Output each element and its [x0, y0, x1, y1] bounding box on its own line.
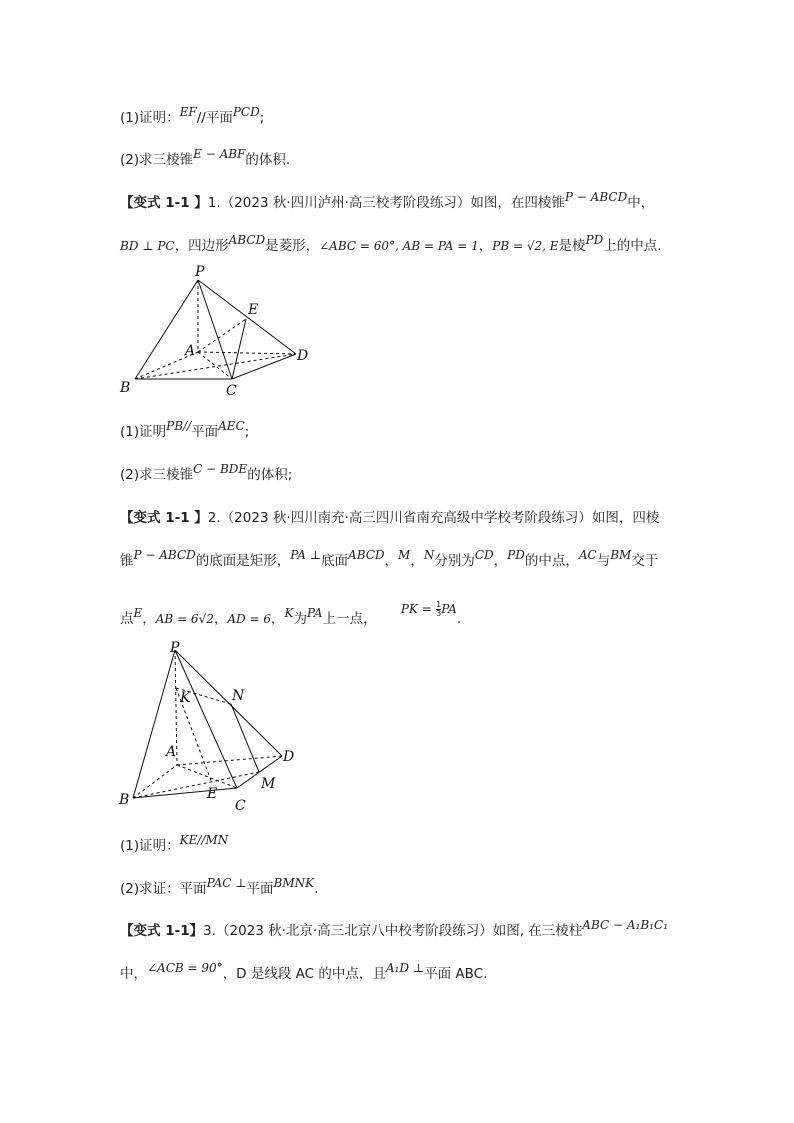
text: （2023 秋·四川泸州·高三校考阶段练习）如图，在四棱锥 — [220, 195, 565, 211]
math: E — [133, 606, 143, 620]
vertex-label-D: D — [297, 348, 309, 364]
vertex-label-A: A — [185, 343, 196, 359]
math: AC — [578, 548, 597, 562]
text: 底面 — [321, 553, 349, 569]
math: KE//MN — [179, 833, 229, 847]
text: 3. — [203, 923, 216, 939]
math: N — [423, 548, 435, 562]
text: 的体积. — [245, 152, 291, 168]
math: BD ⊥ PC — [120, 239, 175, 253]
math: AEC — [218, 419, 245, 433]
formula — [401, 601, 457, 617]
math: PA — [441, 602, 457, 616]
text: 平面 ABC. — [424, 966, 488, 982]
text: 中， — [627, 195, 655, 211]
math: PD — [507, 548, 525, 562]
question-line — [120, 419, 250, 442]
text: （2023 秋·北京·高三北京八中校考阶段练习）如图, 在三棱柱 — [215, 923, 583, 939]
math: ABC − A₁B₁C₁ — [582, 918, 668, 932]
text: ; — [259, 110, 265, 126]
vertex-label-E: E — [207, 786, 218, 802]
text: （2023 秋·四川南充·高三四川省南充高级中学校考阶段练习）如图，四棱 — [220, 510, 660, 526]
variant-condition — [120, 961, 488, 984]
text: (2)求证：平面 — [120, 881, 207, 897]
math: ABCD — [228, 233, 266, 247]
math: AD = 6 — [227, 612, 271, 626]
math: PA — [306, 606, 323, 620]
variant-heading — [120, 190, 655, 213]
text: 2. — [207, 510, 221, 526]
text: 平面 — [191, 424, 219, 440]
math: AB = 6√2 — [155, 612, 214, 626]
math: PCD — [232, 105, 260, 119]
vertex-label-P: P — [170, 640, 180, 656]
question-line — [120, 833, 229, 856]
vertex-label-C: C — [226, 383, 237, 399]
vertex-label-B: B — [119, 792, 130, 808]
text: ，四边形 — [174, 238, 229, 254]
text: 平面 — [246, 881, 274, 897]
text: 的中点， — [524, 553, 579, 569]
text: ， — [478, 238, 493, 254]
question-line — [120, 876, 319, 899]
math: PAC ⊥ — [206, 876, 247, 890]
text: (2)求三棱锥 — [120, 467, 194, 483]
text: 点 — [120, 611, 134, 627]
text: 的体积; — [247, 467, 293, 483]
text: . — [456, 611, 462, 627]
math: ABCD — [348, 548, 385, 562]
text: 与 — [596, 553, 611, 569]
variant-tag: 【变式 1-1】 — [120, 923, 204, 939]
question-line — [120, 105, 265, 128]
question-line — [120, 462, 293, 485]
text: ， — [384, 553, 399, 569]
math: PK = — [400, 602, 432, 616]
math: M — [398, 548, 411, 562]
vertex-label-P: P — [195, 264, 205, 280]
text: ，D 是线段 AC 的中点，且 — [222, 966, 386, 982]
text: ， — [270, 611, 285, 627]
variant-heading — [120, 918, 668, 941]
text: ， — [142, 611, 156, 627]
text: 分别为 — [434, 553, 475, 569]
text: 锥 — [120, 553, 134, 569]
text: //平面 — [196, 110, 233, 126]
text: . — [314, 881, 319, 897]
text: 是棱 — [558, 238, 586, 254]
vertex-label-A: A — [166, 744, 177, 760]
math: EF — [179, 105, 197, 119]
math: E − ABF — [193, 147, 246, 161]
variant-tag: 【变式 1-1 】 — [120, 510, 208, 526]
vertex-label-M: M — [261, 776, 276, 792]
text: 上一点， — [322, 611, 377, 627]
vertex-label-C: C — [235, 798, 246, 813]
text: 交于 — [631, 553, 659, 569]
pyramid-figure-2 — [110, 638, 310, 813]
math: ∠ABC = 60°, AB = PA = 1 — [319, 239, 479, 253]
math: BMNK — [273, 876, 315, 890]
text: 的底面是矩形， — [195, 553, 291, 569]
question-line — [120, 147, 291, 170]
math: PD — [585, 233, 604, 247]
text: ， — [410, 553, 424, 569]
vertex-label-K: K — [180, 690, 191, 706]
text: (1)证明： — [120, 110, 180, 126]
text: (2)求三棱锥 — [120, 152, 194, 168]
math: P − ABCD — [133, 548, 196, 562]
text: 是菱形， — [265, 238, 320, 254]
vertex-label-D: D — [283, 749, 295, 765]
vertex-label-B: B — [120, 380, 131, 396]
math: PB// — [166, 419, 192, 433]
text: 中， — [120, 966, 147, 982]
denominator: 3 — [436, 608, 442, 618]
numerator: 1 — [436, 599, 442, 609]
vertex-label-N: N — [232, 688, 245, 704]
variant-condition — [120, 599, 462, 629]
vertex-label-E: E — [248, 302, 259, 318]
text: ; — [244, 424, 250, 440]
text: 1. — [207, 195, 221, 211]
variant-condition — [120, 548, 659, 571]
variant-heading — [120, 508, 659, 528]
variant-condition — [120, 233, 662, 256]
text: (1)证明： — [120, 838, 180, 854]
text: ， — [213, 611, 228, 627]
math: P − ABCD — [564, 190, 628, 204]
math: PA ⊥ — [290, 548, 322, 562]
math: CD — [474, 548, 494, 562]
variant-tag: 【变式 1-1 】 — [120, 195, 208, 211]
pyramid-figure-1 — [110, 262, 320, 402]
math: C − BDE — [193, 462, 248, 476]
math: PB = √2, E — [492, 239, 559, 253]
math: BM — [610, 548, 632, 562]
math: ∠ACB = 90° — [147, 961, 223, 975]
math: A₁D ⊥ — [385, 961, 425, 975]
text: 为 — [293, 611, 307, 627]
text: (1)证明 — [120, 424, 167, 440]
text: ， — [493, 553, 508, 569]
text: 上的中点. — [603, 238, 662, 254]
math: K — [284, 606, 294, 620]
